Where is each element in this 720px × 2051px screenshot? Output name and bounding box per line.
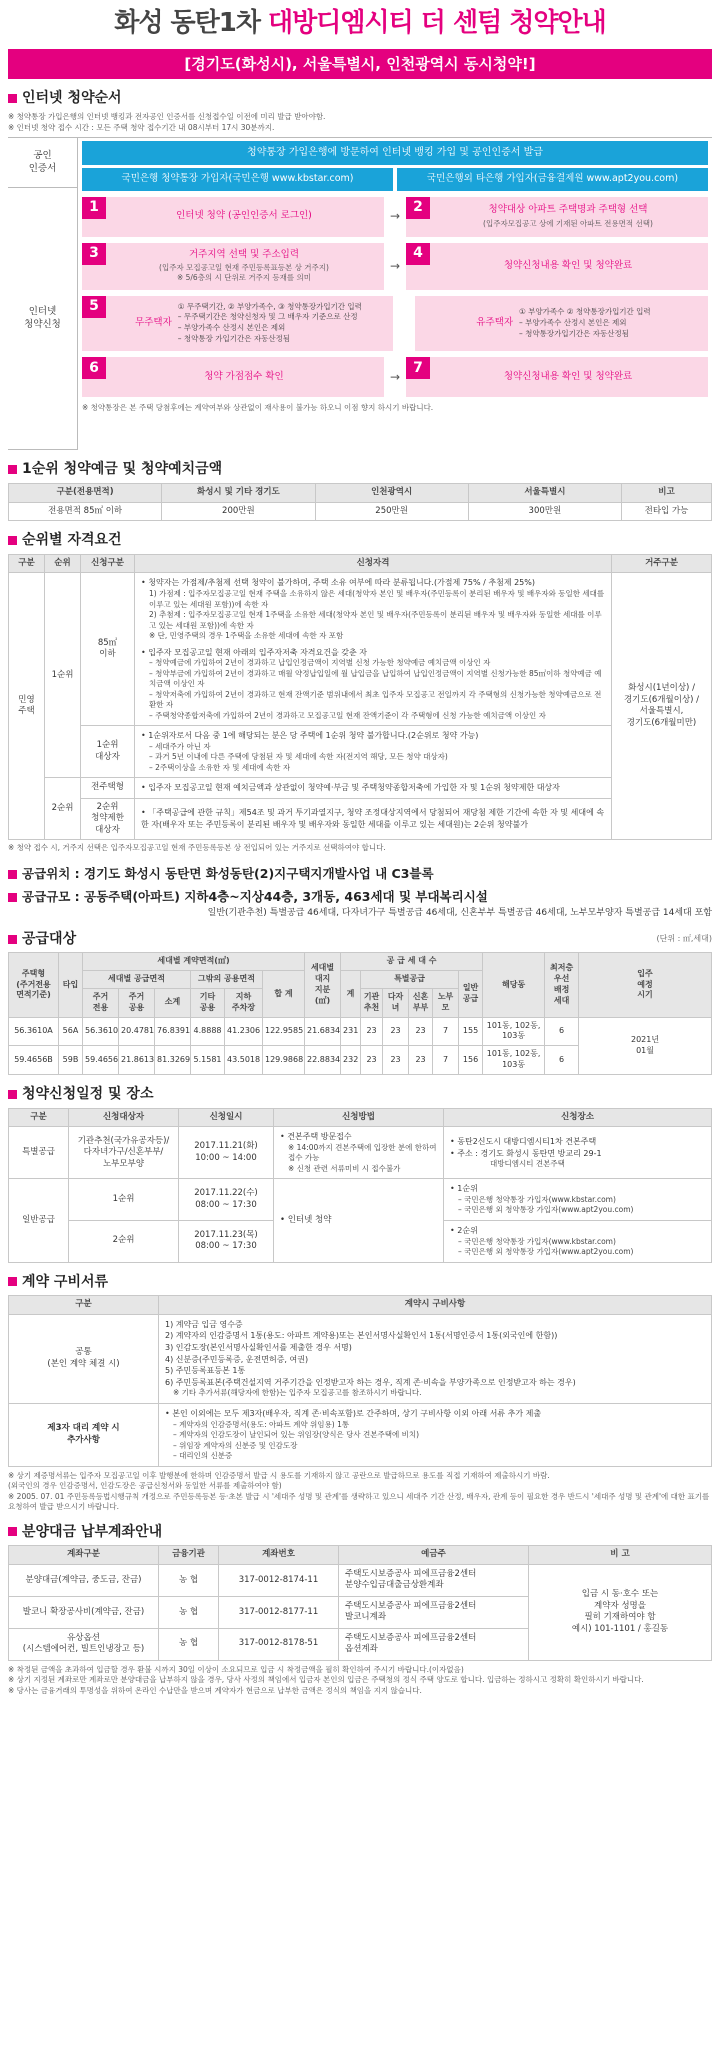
docs-notes: ※ 상기 제증명서류는 입주자 모집공고일 이후 발행분에 한하며 인감증명서 발급 시 용도를 기재하지 않고 공란으로 발급하므로 용도를 직접 기재하여 제출하시기 바람. (외국인의 경우 인감증명서, 인감도장은 공급신청서와 동일한 서류를 제출하여야 함) ※ 2005. 07. 01 주민등록등법시행규칙 개정으로 주민등록등본 등·초본 발급 시 '세대주 성명 및 관계'를 생략하고 있으니 세대주 기간 산정, 배우자, 관계 등이 필요한 경우 반드시 '세대주 성명 및 관계'에 대한 표기를 요청하여 발급 받으시기 바랍니다. xyxy=(8,1470,710,1512)
schedule-table: 구분 신청대상자 신청일시 신청방법 신청장소 특별공급 기관추천(국가유공자등)/ 다자녀가구/신혼부부/ 노부모부양 2017.11.21(화) 10:00 ~ 14:00 • 견본주택 방문접수 ※ 14:00까지 견본주택에 입장한 분에 한하여 접수 가능 ※ 신청 관련 서류미비 시 접수불가 • 동탄2신도시 대방디엠시티1차 견본주택 • 주소 : 경기도 화성시 동탄면 방교리 29-1 대방디엠시티 견본주택 일반공급 1순위 2017.11.22(수) 08:00 ~ 17:30 • 인터넷 청약 • 1순위 – 국민은행 청약통장 가입자(www.kbstar.com) – 국민은행 외 청약통장 가입자(www.apt2you.com) 2순위 2017.11.23(목) 08:00 ~ 17:30 • 2순위 – 국민은행 청약통장 가입자(www.kbstar.com) – 국민은행 외 청약통장 가입자(www.apt2you.com) xyxy=(8,1108,712,1263)
account-table: 계좌구분 금융기관 계좌번호 예금주 비 고 분양대금(계약금, 중도금, 잔금) 농 협 317-0012-8174-11 주택도시보증공사 피에프금융2센터 분양수입금대출금상환계좌 입금 시 동·호수 또는 계약자 성명을 필히 기재하여야 함 예시) 101-1101 / 홍길동 발코니 확장공사비(계약금, 잔금) 농 협 317-0012-8177-11 주택도시보증공사 피에프금융2센터 발코니계좌 유상옵션 (시스템에어컨, 빌트인냉장고 등) 농 협 317-0012-8178-51 주택도시보증공사 피에프금융2센터 옵션계좌 xyxy=(8,1545,712,1660)
deposit-table: 구분(전용면적) 화성시 및 기타 경기도 인천광역시 서울특별시 비고 전용면적 85㎡ 이하 200만원 250만원 300만원 전타입 가능 xyxy=(8,483,712,521)
supply-target-table: 주택형 (주거전용 면적기준) 타입 세대별 계약면적(㎡) 세대별 대지 지분 (㎡) 공 급 세 대 수 해당동 최저층 우선 배정 세대 입주 예정 시기 세대별 공급면적 그밖의 공용면적 합 계 계 특별공급 일반 공급 주거 전용 주거 공용 소계 기타 공용 지하 주차장 기관 추천 다자녀 신혼 부부 노부모 56.3610A 56A 56.3610 20.4781 76.8391 4.8888 41.2306 122.9585 21.6834 231 23 23 23 7 155 101동, 102동, 103동 6 2021년 01월 59.4656B 59B 59.4656 21.8613 81.3269 5.1581 43.5018 129.9868 22.8834 232 23 23 23 7 156 101동, 102동, 103동 6 xyxy=(8,952,712,1074)
square-bullet-icon xyxy=(8,1090,17,1099)
square-bullet-icon xyxy=(8,893,17,902)
square-bullet-icon xyxy=(8,465,17,474)
square-bullet-icon xyxy=(8,870,17,879)
step-6: 6 청약 가점점수 확인 xyxy=(82,357,384,397)
arrow-right-icon: → xyxy=(389,209,401,224)
internet-notes: ※ 청약통장 가입은행의 인터넷 뱅킹과 전자공인 인증서를 신청접수일 이전에 미리 발급 받아야함. ※ 인터넷 청약 접수 시간 : 모든 주택 청약 접수기간 내 08시부터 17시 30분까지. xyxy=(8,112,326,132)
qualification-footnote: ※ 청약 접수 시, 거주지 선택은 입주자모집공고일 현재 주민등록등본 상 전입되어 있는 거주지로 선택하여야 합니다. xyxy=(8,843,386,853)
account-notes: ※ 착정된 금액을 초과하여 입금할 경우 환불 시까지 30일 이상이 소요되므로 입금 시 착정금액을 필히 확인하여 주시기 바랍니다.(이자없음) ※ 상기 지정된 계좌로만 계좌로만 분양대금을 납부하지 않을 경우, 당사 사정의 책임에서 입금자 본인의 입금은 주택청의 정식 주택 양도로 합니다. 입금하는 정하시고 정확히 확인하시기 바랍니다. ※ 당사는 금융거래의 투명성을 위하여 온라인 수납만을 받으며 계약자가 현금으로 납부한 금액은 정식의 책임을 지지 않습니다. xyxy=(8,1664,644,1695)
square-bullet-icon xyxy=(8,935,17,944)
step-5: 5 무주택자 ① 무주택기간, ② 부양가족수, ③ 청약통장가입기간 입력 – 무주택기간은 청약신청자 및 그 배우자 기준으로 산정 – 부양가족수 산정시 본인은 제외 – 청약통장 가입기간은 자동산정됨 xyxy=(82,296,393,352)
internet-flow xyxy=(8,137,712,450)
section-qualification: 순위별 자격요건 xyxy=(8,531,712,550)
section-internet: 인터넷 청약순서 xyxy=(8,89,712,108)
table-row: 59.4656B 59B 59.4656 21.8613 81.3269 5.1581 43.5018 129.9868 22.8834 232 23 23 23 7 156 101동, 102동, 103동 6 xyxy=(9,1046,712,1075)
square-bullet-icon xyxy=(8,94,17,103)
supply-location: 공급위치 : 경기도 화성시 동탄면 화성동탄(2)지구택지개발사업 내 C3블록 xyxy=(8,866,712,883)
docs-table: 구분 계약시 구비사항 공통 (본인 계약 체결 시) 1) 계약금 입금 영수증 2) 계약자의 인감증명서 1통(용도: 아파트 계약용)또는 본인서명사실확인서 1통(서명인증서 1통(외국인에 한함)) 3) 인감도장(본인서명사실확인서를 제출한 경우 서명) 4) 신분증(주민등록증, 운전면허증, 여권) 5) 주민등록표등본 1통 6) 주민등록표본(주택건설지역 거주기간을 인정받고자 하는 경우, 직계 존·비속을 부양가족으로 인정받고자 하는 경우) ※ 기타 추가서류(해당자에 한함)는 입주자 모집공고를 참조하시기 바랍니다. 제3자 대리 계약 시 추가사항 • 본인 이외에는 모두 제3자(배우자, 직계 존·비속포함)로 간주하며, 상기 구비사항 이외 아래 서류 추가 제출 – 계약자의 인감증명서(용도: 아파트 계약 위임용) 1통 – 계약자의 인감도장이 날인되어 있는 위임장(양식은 당사 견본주택에 비치) – 위임장 계약자의 신분증 및 인감도장 – 대리인의 신분증 xyxy=(8,1295,712,1466)
table-row: 56.3610A 56A 56.3610 20.4781 76.8391 4.8888 41.2306 122.9585 21.6834 231 23 23 23 7 155 101동, 102동, 103동 6 2021년 01월 xyxy=(9,1017,712,1046)
step-5b: 유주택자 ① 부양가족수 ② 청약통장가입기간 입력 – 부양가족수 산정시 본인은 제외 – 청약통장가입기간은 자동산정됨 xyxy=(415,296,708,352)
table-row: 분양대금(계약금, 중도금, 잔금) 농 협 317-0012-8174-11 주택도시보증공사 피에프금융2센터 분양수입금대출금상환계좌 입금 시 동·호수 또는 계약자 성명을 필히 기재하여야 함 예시) 101-1101 / 홍길동 xyxy=(9,1564,712,1596)
top-bar: 청약통장 가입은행에 방문하여 인터넷 뱅킹 가입 및 공인인증서 발급 xyxy=(82,141,708,165)
table-row: 유상옵션 (시스템에어컨, 빌트인냉장고 등) 농 협 317-0012-8178-51 주택도시보증공사 피에프금융2센터 옵션계좌 xyxy=(9,1628,712,1660)
bank-right: 국민은행외 타은행 가입자(금융결제원 www.apt2you.com) xyxy=(397,168,708,191)
page-header xyxy=(8,0,712,45)
page-title: 화성 동탄1차 대방디엠시티 더 센텀 청약안내 xyxy=(114,8,606,38)
subtitle-banner: [경기도(화성시), 서울특별시, 인천광역시 동시청약!] xyxy=(8,49,712,79)
internet-footnote: ※ 청약통장은 본 주택 당첨후에는 계약여부와 상관없이 재사용이 불가능 하오니 이점 향지 하시기 바랍니다. xyxy=(82,403,434,413)
qualification-table: 구분 순위 신청구분 신청자격 거주구분 민영 주택 1순위 85㎡ 이하 • 청약자는 가점제/추첨제 선택 청약이 불가하며, 주택 소유 여부에 따라 분류됩니다.(가점제 75% / 추첨제 25%) 1) 가점제 : 입주자모집공고일 현재 주택을 소유하지 않은 세대(청약자 본인 및 배우자(주민등록이 분리된 배우자 및 배우자와 동일한 세대를 이루고 있는 세대원 포함))에 속한 자 2) 추첨제 : 입주자모집공고일 현재 1주택을 소유한 세대(청약자 본인 및 배우자(주민등록이 분리된 배우자 및 배우자와 동일한 세대를 이루고 있는 세대원 포함))에 속한 자 ※ 단, 민영주택의 경우 1주택을 소유한 세대에 속한 자 포함 • 입주자 모집공고일 현재 아래의 입주자저축 자격요건을 갖춘 자 – 청약예금에 가입하여 2년이 경과하고 납입인정금액이 지역별 신청 가능한 청약예금 예치금액 이상인 자 – 청약부금에 가입하여 2년이 경과하고 매월 약정납입일에 월 납입금을 납입하여 납입인정금액이 지역별 신청가능한 85㎡이하 청약예금 예치금액 이상인 자 – 청약저축에 가입하여 2년이 경과하고 현재 잔액기준 범위내에서 최초 입주자 모집공고 전일까지 각 주택형의 신청가능한 청약예금으로 전환한 자 – 주택청약종합저축에 가입하여 2년이 경과하고 모집공고일 현재 잔액기준이 각 주택형에 신청 가능한 예치금액 이상인 자 화성시(1년이상) / 경기도(6개월이상) / 서울특별시, 경기도(6개월미만) 1순위 대상자 • 1순위자로서 다음 중 1에 해당되는 분은 당 주택에 1순위 청약 불가합니다.(2순위로 청약 가능) – 세대주가 아닌 자 – 과거 5년 이내에 다른 주택에 당첨된 자 및 세대에 속한 자(전지역 해당, 모든 청약 대상자) – 2주택이상을 소유한 자 및 세대에 속한 자 2순위 전주택형 • 입주자 모집공고일 현재 예치금액과 상관없이 청약예·부금 및 주택청약종합저축에 가입한 자 및 1순위 청약제한 대상자 2순위 청약제한 대상자 • 「주택공급에 관한 규칙」제54조 및 과거 투기과열지구, 청약 조정대상지역에서 당첨되어 재당첨 제한 기간에 속한 자 및 세대에 속한 자(배우자 또는 주민등록이 분리된 배우자 및 배우자와 동일한 세대를 이루고 있는 세대원)는 2순위 청약불가 xyxy=(8,554,712,840)
step-1: 1 인터넷 청약 (공인인증서 로그인) xyxy=(82,197,384,237)
square-bullet-icon xyxy=(8,536,17,545)
step-3: 3 거주지역 선택 및 주소입력 (입주자 모집공고일 현재 주민등록표등본 상 거주지) ※ 5/6층의 시 단위로 거주지 등재를 의미 xyxy=(82,243,384,290)
section-schedule: 청약신청일정 및 장소 xyxy=(8,1085,712,1104)
section-docs: 계약 구비서류 xyxy=(8,1273,712,1292)
section-deposit: 1순위 청약예금 및 청약예치금액 xyxy=(8,460,712,479)
square-bullet-icon xyxy=(8,1277,17,1286)
flow-label-cert: 공인 인증서 xyxy=(8,138,78,188)
section-supply-target: 공급대상 (단위 : ㎡,세대) xyxy=(8,930,712,949)
arrow-right-icon: → xyxy=(389,370,401,385)
step-7: 7 청약신청내용 확인 및 청약완료 xyxy=(406,357,708,397)
step-2: 2 청약대상 아파트 주택명과 주택형 선택 (입주자모집공고 상에 기재된 아파트 전용면적 선택) xyxy=(406,197,708,237)
step-4: 4 청약신청내용 확인 및 청약완료 xyxy=(406,243,708,290)
section-account: 분양대금 납부계좌안내 xyxy=(8,1523,712,1542)
bank-left: 국민은행 청약통장 가입자(국민은행 www.kbstar.com) xyxy=(82,168,393,191)
square-bullet-icon xyxy=(8,1527,17,1536)
supply-scale-sub: 일반(기관추천) 특별공급 46세대, 다자녀가구 특별공급 46세대, 신혼부부 특별공급 46세대, 노부모부양자 특별공급 14세대 포함 xyxy=(207,908,712,919)
arrow-right-icon: → xyxy=(389,258,401,273)
table-row: 발코니 확장공사비(계약금, 잔금) 농 협 317-0012-8177-11 주택도시보증공사 피에프금융2센터 발코니계좌 xyxy=(9,1596,712,1628)
supply-scale: 공급규모 : 공동주택(아파트) 지하4층~지상44층, 3개동, 463세대 및 부대복리시설 xyxy=(8,889,712,906)
flow-label-apply: 인터넷 청약신청 xyxy=(8,188,78,450)
